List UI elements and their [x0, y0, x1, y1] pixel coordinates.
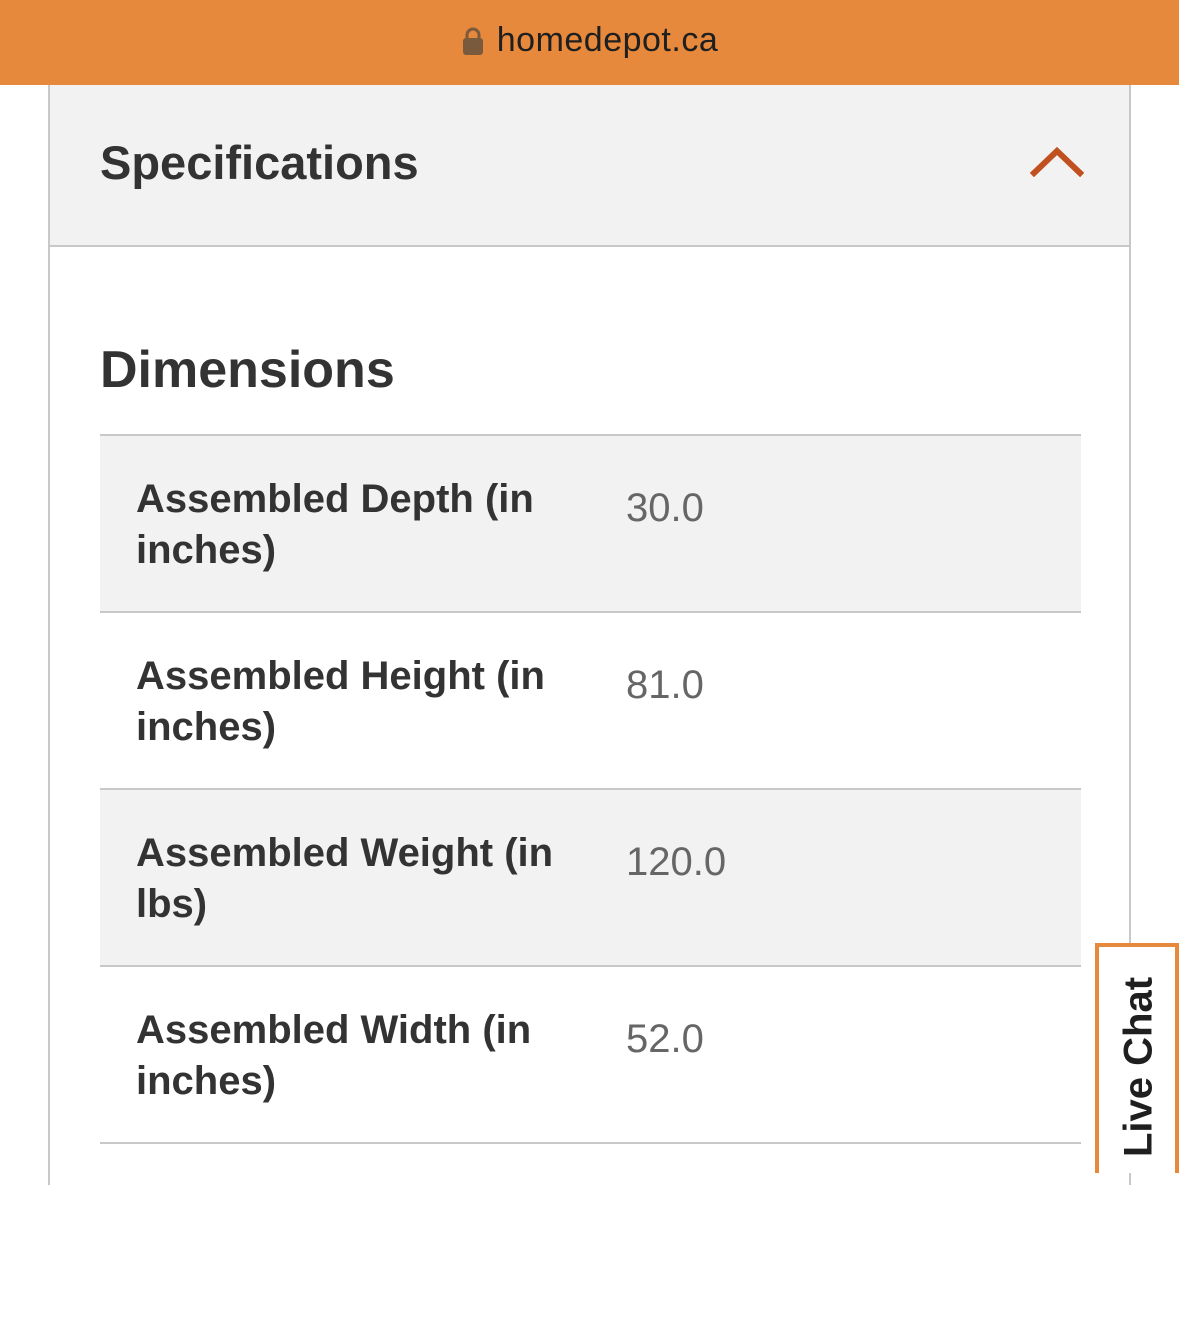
dimensions-title: Dimensions — [100, 341, 395, 399]
browser-url-bar[interactable] — [0, 0, 1179, 85]
url-display[interactable] — [461, 21, 719, 60]
table-row — [100, 1142, 1081, 1319]
specifications-title: Specifications — [100, 136, 419, 189]
spec-label: Assembled Width (in inches) — [136, 1008, 532, 1103]
lock-icon — [461, 26, 485, 56]
live-chat-button[interactable] — [1095, 943, 1179, 1173]
chevron-up-icon[interactable] — [1030, 145, 1084, 177]
table-row — [100, 788, 1081, 965]
live-chat-label: Live Chat — [1116, 976, 1161, 1158]
spec-label: Assembled Depth (in inches) — [136, 477, 534, 572]
specifications-panel — [48, 85, 1131, 1185]
spec-value: 52.0 — [626, 1017, 704, 1061]
table-row — [100, 611, 1081, 788]
dimensions-table — [100, 434, 1081, 1319]
spec-label: Assembled Height (in inches) — [136, 654, 545, 749]
spec-value: 120.0 — [626, 840, 727, 884]
spec-label: Assembled Weight (in lbs) — [136, 831, 554, 926]
specifications-header[interactable] — [50, 85, 1129, 247]
table-row — [100, 434, 1081, 611]
spec-value: 30.0 — [626, 486, 704, 530]
table-row — [100, 965, 1081, 1142]
spec-value: 81.0 — [626, 663, 704, 707]
url-text: homedepot.ca — [496, 21, 719, 59]
